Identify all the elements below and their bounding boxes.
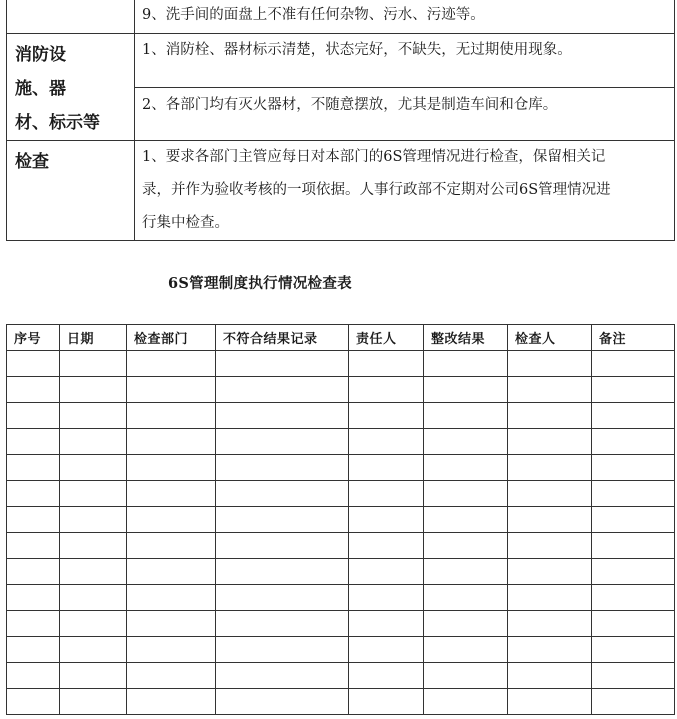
- table-cell: [592, 663, 675, 689]
- table-cell: [127, 585, 216, 611]
- table-cell: [592, 585, 675, 611]
- table-cell: [508, 585, 592, 611]
- table-cell: [424, 507, 508, 533]
- table-cell: [127, 377, 216, 403]
- table-cell: [349, 533, 424, 559]
- rule-item-line: 1、要求各部门主管应每日对本部门的6S管理情况进行检查，保留相关记: [142, 149, 606, 165]
- table-cell: [7, 403, 60, 429]
- table-cell: [424, 611, 508, 637]
- table-cell: [424, 533, 508, 559]
- table-cell: [349, 585, 424, 611]
- column-header-date: 日期: [60, 325, 127, 351]
- table-row: [7, 481, 675, 507]
- table-cell: [592, 377, 675, 403]
- table-cell: [127, 611, 216, 637]
- table-cell: [424, 481, 508, 507]
- table-cell: [349, 403, 424, 429]
- table-cell: [592, 403, 675, 429]
- table-cell: [7, 663, 60, 689]
- column-header-remarks: 备注: [592, 325, 675, 351]
- table-cell: [60, 377, 127, 403]
- table-cell: [7, 611, 60, 637]
- table-cell: [60, 559, 127, 585]
- table-cell: [216, 481, 349, 507]
- table-cell: [424, 377, 508, 403]
- table-cell: [424, 351, 508, 377]
- table-cell: [127, 559, 216, 585]
- table-cell: [7, 559, 60, 585]
- table-cell: [216, 429, 349, 455]
- table-cell: [60, 533, 127, 559]
- rules-table: [6, 0, 675, 241]
- table-cell: [127, 351, 216, 377]
- table-cell: [7, 637, 60, 663]
- table-row: [7, 533, 675, 559]
- table-cell: [127, 533, 216, 559]
- table-cell: [349, 663, 424, 689]
- table-cell: [216, 689, 349, 715]
- table-cell: [508, 559, 592, 585]
- table-cell: [7, 585, 60, 611]
- table-cell: [127, 481, 216, 507]
- table-cell: [349, 429, 424, 455]
- column-header-inspector: 检查人: [508, 325, 592, 351]
- table-cell: [60, 481, 127, 507]
- table-cell: [7, 455, 60, 481]
- table-cell: [508, 533, 592, 559]
- table-cell: [7, 689, 60, 715]
- table-cell: [424, 663, 508, 689]
- table-cell: [7, 377, 60, 403]
- table-cell: [349, 351, 424, 377]
- category-fire-line: 材、标示等: [15, 113, 100, 133]
- table-cell: [349, 637, 424, 663]
- table-cell: [127, 663, 216, 689]
- table-row: [7, 351, 675, 377]
- category-fire-line: 施、器: [15, 79, 66, 99]
- table-row: [7, 663, 675, 689]
- table-cell: [216, 403, 349, 429]
- table-cell: [216, 611, 349, 637]
- table-cell: [349, 611, 424, 637]
- table-cell: [592, 689, 675, 715]
- inspection-record-table: [6, 324, 675, 715]
- table-body: [7, 351, 675, 715]
- table-cell: [592, 533, 675, 559]
- table-row: [7, 455, 675, 481]
- column-header-responsible: 责任人: [349, 325, 424, 351]
- table-cell: [424, 559, 508, 585]
- table-cell: [60, 611, 127, 637]
- table-cell: [60, 689, 127, 715]
- table-cell: [508, 429, 592, 455]
- table-cell: [424, 585, 508, 611]
- rules-category-cell: [7, 34, 135, 141]
- table-cell: [127, 455, 216, 481]
- rules-category-cell: [7, 141, 135, 241]
- rule-item-line: 行集中检查。: [142, 215, 229, 231]
- table-cell: [216, 507, 349, 533]
- table-row: [7, 585, 675, 611]
- table-cell: [127, 429, 216, 455]
- category-check: 检查: [15, 152, 49, 172]
- table-row: [7, 689, 675, 715]
- table-cell: [7, 429, 60, 455]
- table-cell: [349, 559, 424, 585]
- rule-item: 9、洗手间的面盘上不准有任何杂物、污水、污迹等。: [142, 7, 485, 23]
- table-cell: [216, 663, 349, 689]
- column-header-rectification: 整改结果: [424, 325, 508, 351]
- rules-category-cell: [7, 0, 135, 34]
- table-header-row: [7, 325, 675, 351]
- table-cell: [592, 611, 675, 637]
- table-cell: [508, 507, 592, 533]
- column-header-number: 序号: [7, 325, 60, 351]
- rule-item: 1、消防栓、器材标示清楚，状态完好，不缺失，无过期使用现象。: [142, 42, 572, 58]
- table-cell: [216, 637, 349, 663]
- column-header-nonconformity: 不符合结果记录: [216, 325, 349, 351]
- table-cell: [349, 507, 424, 533]
- table-cell: [349, 481, 424, 507]
- table-cell: [424, 689, 508, 715]
- table-cell: [127, 403, 216, 429]
- table-row: [7, 637, 675, 663]
- table-row: [7, 559, 675, 585]
- rule-item-line: 录，并作为验收考核的一项依据。人事行政部不定期对公司6S管理情况进: [142, 182, 611, 198]
- rule-item: 2、各部门均有灭火器材，不随意摆放，尤其是制造车间和仓库。: [142, 96, 558, 113]
- table-cell: [508, 663, 592, 689]
- table-cell: [592, 637, 675, 663]
- table-cell: [60, 403, 127, 429]
- rules-item-cell: [135, 34, 675, 88]
- table-cell: [7, 481, 60, 507]
- table-cell: [424, 455, 508, 481]
- rules-item-cell: [135, 141, 675, 241]
- category-fire-line: 消防设: [15, 45, 66, 65]
- table-cell: [424, 403, 508, 429]
- table-row: [7, 507, 675, 533]
- table-cell: [60, 663, 127, 689]
- table-cell: [216, 377, 349, 403]
- table-cell: [508, 611, 592, 637]
- table-cell: [7, 533, 60, 559]
- category-fire: [7, 34, 134, 140]
- table-cell: [7, 507, 60, 533]
- table-cell: [60, 637, 127, 663]
- table-cell: [216, 533, 349, 559]
- table-cell: [127, 637, 216, 663]
- rules-row-check: [7, 141, 675, 241]
- table-cell: [508, 455, 592, 481]
- table-cell: [127, 507, 216, 533]
- table-cell: [60, 351, 127, 377]
- table-cell: [508, 481, 592, 507]
- rules-item-cell: [135, 87, 675, 141]
- table-cell: [592, 481, 675, 507]
- table-cell: [592, 429, 675, 455]
- table-cell: [508, 403, 592, 429]
- table-cell: [424, 429, 508, 455]
- table-row: [7, 429, 675, 455]
- table-cell: [7, 351, 60, 377]
- column-header-department: 检查部门: [127, 325, 216, 351]
- table-cell: [216, 455, 349, 481]
- table-cell: [592, 507, 675, 533]
- table-row: [7, 403, 675, 429]
- table-cell: [592, 455, 675, 481]
- table-cell: [349, 455, 424, 481]
- rules-row-fire-1: [7, 34, 675, 88]
- table-cell: [508, 377, 592, 403]
- rules-row-washroom: [7, 0, 675, 34]
- table-row: [7, 377, 675, 403]
- table-cell: [508, 637, 592, 663]
- table-cell: [592, 351, 675, 377]
- table-row: [7, 611, 675, 637]
- table-cell: [60, 429, 127, 455]
- table-cell: [127, 689, 216, 715]
- table-cell: [349, 377, 424, 403]
- rules-item-cell: [135, 0, 675, 34]
- table-cell: [592, 559, 675, 585]
- table-cell: [216, 559, 349, 585]
- table-cell: [60, 507, 127, 533]
- table-cell: [508, 689, 592, 715]
- table-cell: [60, 585, 127, 611]
- table-cell: [60, 455, 127, 481]
- table-cell: [424, 637, 508, 663]
- table-cell: [349, 689, 424, 715]
- table-cell: [508, 351, 592, 377]
- form-title: 6S管理制度执行情况检查表: [168, 275, 352, 292]
- rule-item: [135, 141, 674, 240]
- table-cell: [216, 585, 349, 611]
- table-cell: [216, 351, 349, 377]
